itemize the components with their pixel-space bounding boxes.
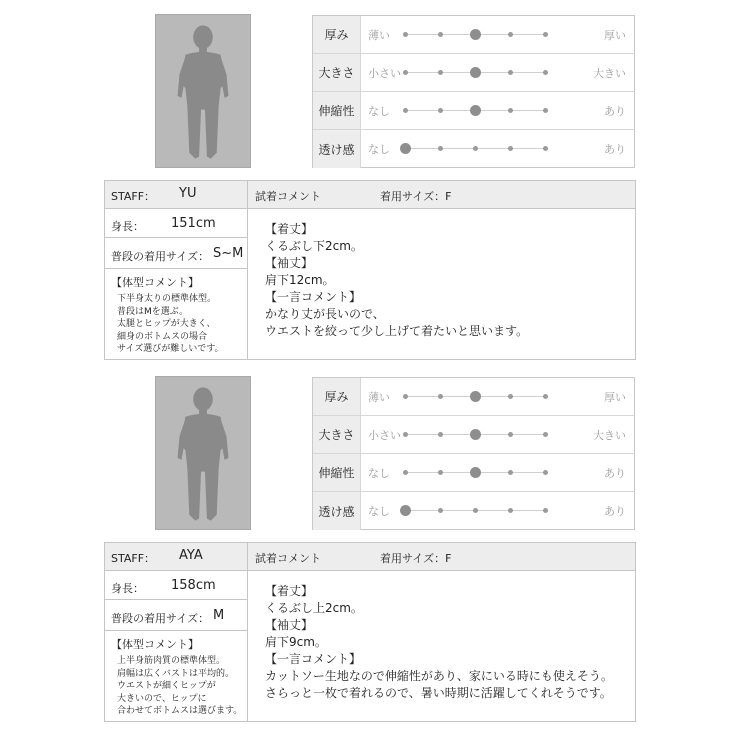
scale-selected-dot — [470, 467, 481, 478]
scale-dot — [543, 508, 548, 513]
scale-dot — [508, 394, 513, 399]
usual-size-value: S~M — [213, 246, 244, 261]
trial-comment-text — [265, 583, 613, 702]
height-label: 身長： — [111, 582, 144, 595]
scale-dot — [543, 432, 548, 437]
attribute-scale — [405, 434, 545, 435]
attribute-max-label: 厚い — [604, 390, 626, 404]
height-label: 身長： — [111, 220, 144, 233]
attribute-min-label: 薄い — [368, 28, 390, 42]
body-type-line: 大きいので、ヒップに — [117, 693, 207, 704]
staff-block — [0, 362, 740, 722]
fabric-attributes-table — [312, 15, 635, 168]
comment-line: 肩下9cm。 — [265, 635, 327, 649]
body-type-line: ウエストが細くヒップが — [117, 681, 216, 691]
scale-dot — [438, 432, 443, 437]
staff-name: YU — [179, 186, 197, 201]
scale-dot — [543, 394, 548, 399]
attribute-scale — [405, 34, 545, 35]
attribute-row — [313, 92, 634, 130]
scale-dot — [403, 32, 408, 37]
trial-comment-label: 試着コメント — [255, 552, 321, 565]
attribute-scale — [405, 396, 545, 397]
body-type-line: 太腿とヒップが大きく、 — [117, 319, 216, 329]
attribute-max-label: あり — [604, 466, 626, 480]
comment-line: 肩下12cm。 — [265, 273, 335, 287]
height-value: 158cm — [171, 578, 216, 593]
scale-dot — [403, 394, 408, 399]
comment-line: くるぶし上2cm。 — [265, 601, 363, 615]
body-type-line: 肩幅は広くバストは平均的。 — [117, 668, 235, 679]
scale-selected-dot — [470, 105, 481, 116]
scale-dot — [508, 432, 513, 437]
attribute-label: 透け感 — [313, 130, 361, 168]
attribute-label: 大きさ — [313, 416, 361, 453]
comment-line: かなり丈が長いので、 — [265, 307, 385, 321]
staff-name: AYA — [179, 548, 203, 563]
attribute-label: 伸縮性 — [313, 454, 361, 491]
staff-info-table — [104, 180, 636, 360]
scale-selected-dot — [400, 143, 411, 154]
scale-dot — [438, 146, 443, 151]
attribute-max-label: 大きい — [593, 428, 626, 442]
attribute-scale — [405, 148, 545, 149]
comment-line: さらっと一枚で着れるので、暑い時期に活躍してくれそうです。 — [265, 686, 612, 700]
attribute-row — [313, 378, 634, 416]
scale-dot — [403, 108, 408, 113]
attribute-max-label: 厚い — [604, 28, 626, 42]
attribute-scale — [405, 472, 545, 473]
scale-selected-dot — [400, 505, 411, 516]
attribute-min-label: 小さい — [368, 428, 401, 442]
scale-dot — [403, 470, 408, 475]
attribute-min-label: 薄い — [368, 390, 390, 404]
attribute-max-label: あり — [604, 104, 626, 118]
staff-label: STAFF： — [111, 552, 156, 565]
attribute-min-label: なし — [368, 505, 390, 518]
attribute-row — [313, 130, 634, 168]
scale-dot — [403, 432, 408, 437]
usual-size-value: M — [213, 608, 225, 623]
scale-dot — [438, 70, 443, 75]
scale-selected-dot — [470, 67, 481, 78]
scale-dot — [508, 108, 513, 113]
scale-dot — [438, 394, 443, 399]
attribute-row — [313, 16, 634, 54]
attribute-label: 伸縮性 — [313, 92, 361, 129]
attribute-label: 厚み — [313, 378, 361, 415]
scale-dot — [508, 146, 513, 151]
person-silhouette-icon — [156, 15, 250, 167]
scale-dot — [473, 508, 478, 513]
comment-line: 【着丈】 — [265, 584, 314, 598]
staff-block — [0, 0, 740, 360]
scale-dot — [543, 146, 548, 151]
body-type-line: 普段はMを選ぶ。 — [117, 306, 188, 317]
body-type-line: 細身のボトムスの場合 — [117, 331, 208, 342]
body-type-comment — [111, 638, 242, 718]
scale-dot — [438, 32, 443, 37]
attribute-max-label: 大きい — [593, 66, 626, 80]
attribute-row — [313, 54, 634, 92]
trial-comment-text — [265, 221, 528, 340]
staff-label: STAFF： — [111, 190, 156, 203]
height-value: 151cm — [171, 216, 216, 231]
scale-dot — [508, 70, 513, 75]
attribute-label: 透け感 — [313, 492, 361, 530]
comment-line: ウエストを絞って少し上げて着たいと思います。 — [265, 324, 529, 338]
body-type-line: 合わせてボトムスは選びます。 — [117, 706, 243, 716]
body-silhouette-image — [155, 14, 251, 168]
usual-size-label: 普段の着用サイズ： — [111, 612, 210, 625]
body-type-line: サイズ選びが難しいです。 — [117, 344, 224, 354]
comment-line: 【袖丈】 — [265, 256, 314, 270]
scale-dot — [438, 108, 443, 113]
body-type-line: 上半身筋肉質の標準体型。 — [117, 656, 226, 666]
comment-line: カットソー生地なので伸縮性があり、家にいる時にも使えそう。 — [265, 669, 613, 683]
attribute-scale — [405, 72, 545, 73]
attribute-row — [313, 492, 634, 530]
worn-size-label: 着用サイズ：F — [380, 190, 452, 203]
scale-selected-dot — [470, 391, 481, 402]
fabric-attributes-table — [312, 377, 635, 530]
person-silhouette-icon — [156, 377, 250, 529]
attribute-min-label: なし — [368, 104, 390, 118]
attribute-min-label: なし — [368, 143, 390, 156]
attribute-label: 厚み — [313, 16, 361, 53]
comment-line: 【着丈】 — [265, 222, 314, 236]
scale-dot — [543, 108, 548, 113]
scale-dot — [508, 32, 513, 37]
body-silhouette-image — [155, 376, 251, 530]
scale-dot — [438, 470, 443, 475]
scale-dot — [508, 508, 513, 513]
body-type-line: 下半身太りの標準体型。 — [117, 294, 217, 304]
scale-dot — [508, 470, 513, 475]
scale-dot — [438, 508, 443, 513]
attribute-min-label: 小さい — [368, 66, 401, 80]
staff-info-table — [104, 542, 636, 722]
body-type-title: 【体型コメント】 — [111, 276, 199, 289]
attribute-row — [313, 454, 634, 492]
comment-line: 【一言コメント】 — [265, 652, 362, 666]
comment-line: くるぶし下2cm。 — [265, 239, 363, 253]
scale-selected-dot — [470, 29, 481, 40]
attribute-scale — [405, 110, 545, 111]
scale-dot — [543, 70, 548, 75]
scale-dot — [403, 70, 408, 75]
attribute-scale — [405, 510, 545, 511]
worn-size-label: 着用サイズ：F — [380, 552, 452, 565]
comment-line: 【袖丈】 — [265, 618, 314, 632]
attribute-min-label: なし — [368, 466, 390, 480]
attribute-row — [313, 416, 634, 454]
body-type-title: 【体型コメント】 — [111, 638, 199, 651]
attribute-max-label: あり — [604, 143, 626, 156]
body-type-comment — [111, 276, 224, 356]
attribute-label: 大きさ — [313, 54, 361, 91]
attribute-max-label: あり — [604, 505, 626, 518]
scale-selected-dot — [470, 429, 481, 440]
scale-dot — [543, 32, 548, 37]
usual-size-label: 普段の着用サイズ： — [111, 250, 210, 263]
scale-dot — [543, 470, 548, 475]
comment-line: 【一言コメント】 — [265, 290, 362, 304]
scale-dot — [473, 146, 478, 151]
trial-comment-label: 試着コメント — [255, 190, 321, 203]
